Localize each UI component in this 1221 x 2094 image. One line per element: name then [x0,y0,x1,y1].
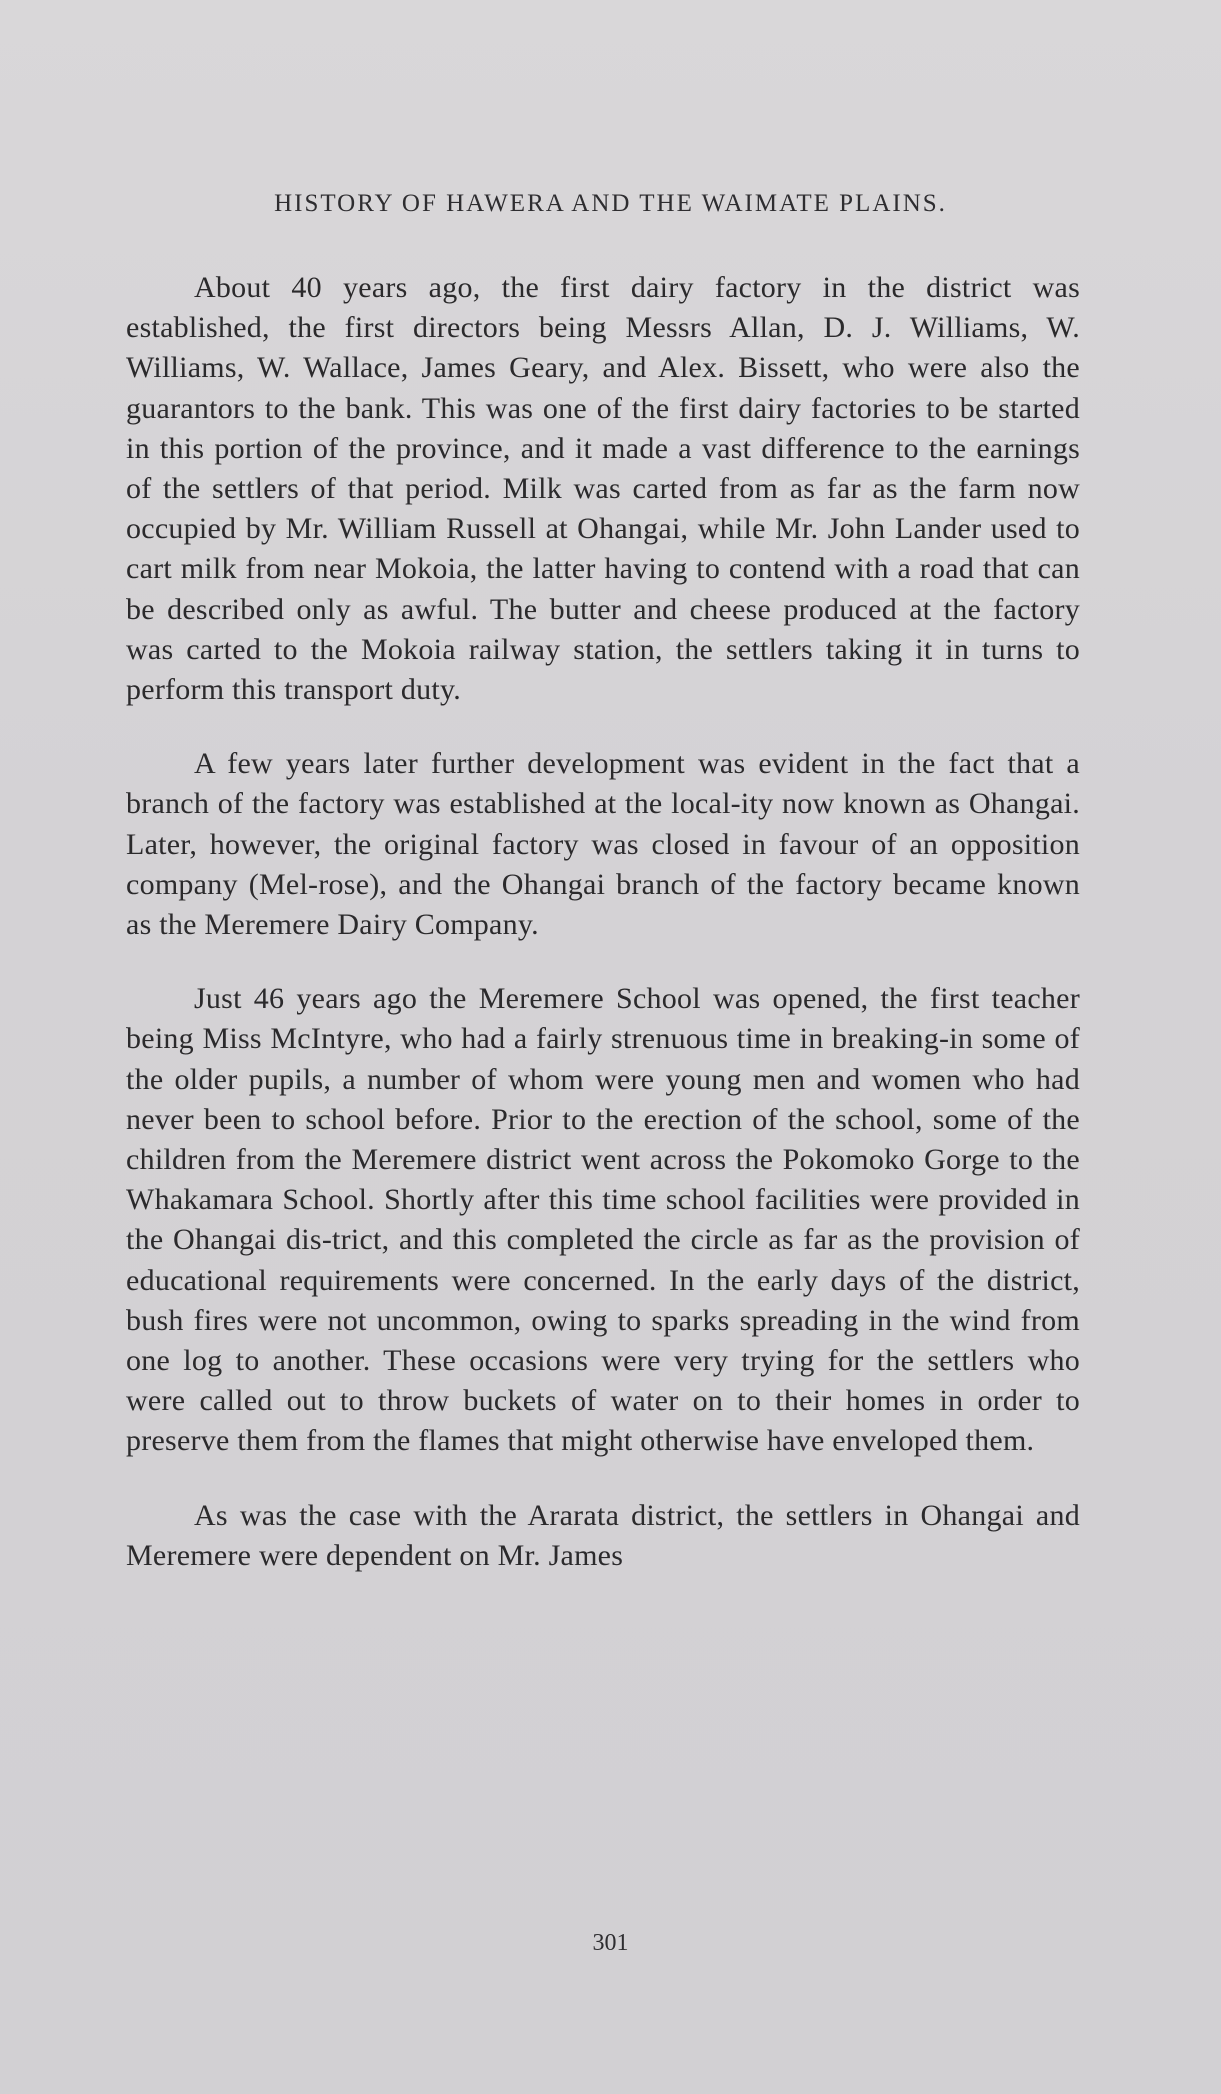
page-number: 301 [592,1930,629,1956]
running-head: HISTORY OF HAWERA AND THE WAIMATE PLAINS. [274,190,947,217]
paragraph-meremere-school: Just 46 years ago the Meremere School was opened, the first teacher being Miss McIntyre, who had a fairly strenuous time in breaking-in some of the older pupils, a number of whom were young men and women who had never been to school before. Prior to the erection of the school, some of the children from the Meremere district went across the Pokomoko Gorge to the Whakamara School. Shortly after this time school facilities were provided in the Ohangai dis-trict, and this completed the circle as far as the provision of educational requirements were concerned. In the early days of the district, bush fires were not uncommon, owing to sparks spreading in the wind from one log to another. These occasions were very trying for the settlers who were called out to throw buckets of water on to their homes in order to preserve them from the flames that might otherwise have enveloped them. [126,982,1080,1458]
body-text [126,268,1080,1610]
paragraph-dairy-factory: About 40 years ago, the first dairy factory in the district was established, the first directors being Messrs Allan, D. J. Williams, W. Williams, W. Wallace, James Geary, and Alex. Bissett, who were also the guarantors to the bank. This was one of the first dairy factories to be started in this portion of the province, and it made a vast difference to the earnings of the settlers of that period. Milk was carted from as far as the farm now occupied by Mr. William Russell at Ohangai, while Mr. John Lander used to cart milk from near Mokoia, the latter having to contend with a road that can be described only as awful. The butter and cheese produced at the factory was carted to the Mokoia railway station, the settlers taking it in turns to perform this transport duty. [126,271,1080,707]
paragraph-ararata-district: As was the case with the Ararata district, the settlers in Ohangai and Meremere were dependent on Mr. James [126,1498,1080,1572]
paragraph-ohangai-branch: A few years later further development was evident in the fact that a branch of the factory was established at the local-ity now known as Ohangai. Later, however, the original factory was closed in favour of an opposition company (Mel-rose), and the Ohangai branch of the factory became known as the Meremere Dairy Company. [126,747,1080,942]
